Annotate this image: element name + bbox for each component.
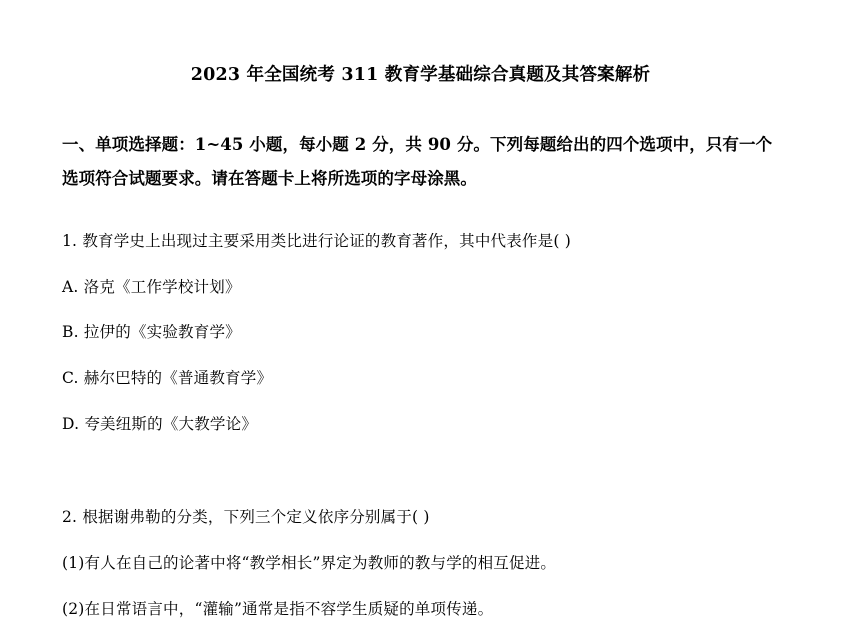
section-heading-single-choice: 一、单项选择题：1~45 小题，每小题 2 分，共 90 分。下列每题给出的四个选项中，只有一个选项符合试题要求。请在答题卡上将所选项的字母涂黑。 [62,135,773,189]
question-2 [62,502,779,624]
question-subitem-2: (2)在日常语言中，“灌输”通常是指不容学生质疑的单项传递。 [62,599,494,618]
question-stem: 1. 教育学史上出现过主要采用类比进行论证的教育著作，其中代表作是( ) [62,231,571,250]
question-option-d: D. 夸美纽斯的《大教学论》 [62,414,258,433]
question-stem: 2. 根据谢弗勒的分类，下列三个定义依序分别属于( ) [62,508,430,527]
question-spacer [62,454,779,472]
question-1 [62,226,779,439]
question-subitem-1: (1)有人在自己的论著中将“教学相长”界定为教师的教与学的相互促进。 [62,554,557,573]
question-option-b: B. 拉伊的《实验教育学》 [62,323,241,342]
question-option-c: C. 赫尔巴特的《普通教育学》 [62,369,273,388]
question-option-a: A. 洛克《工作学校计划》 [62,277,241,296]
page-title: 2023 年全国统考 311 教育学基础综合真题及其答案解析 [190,65,651,85]
